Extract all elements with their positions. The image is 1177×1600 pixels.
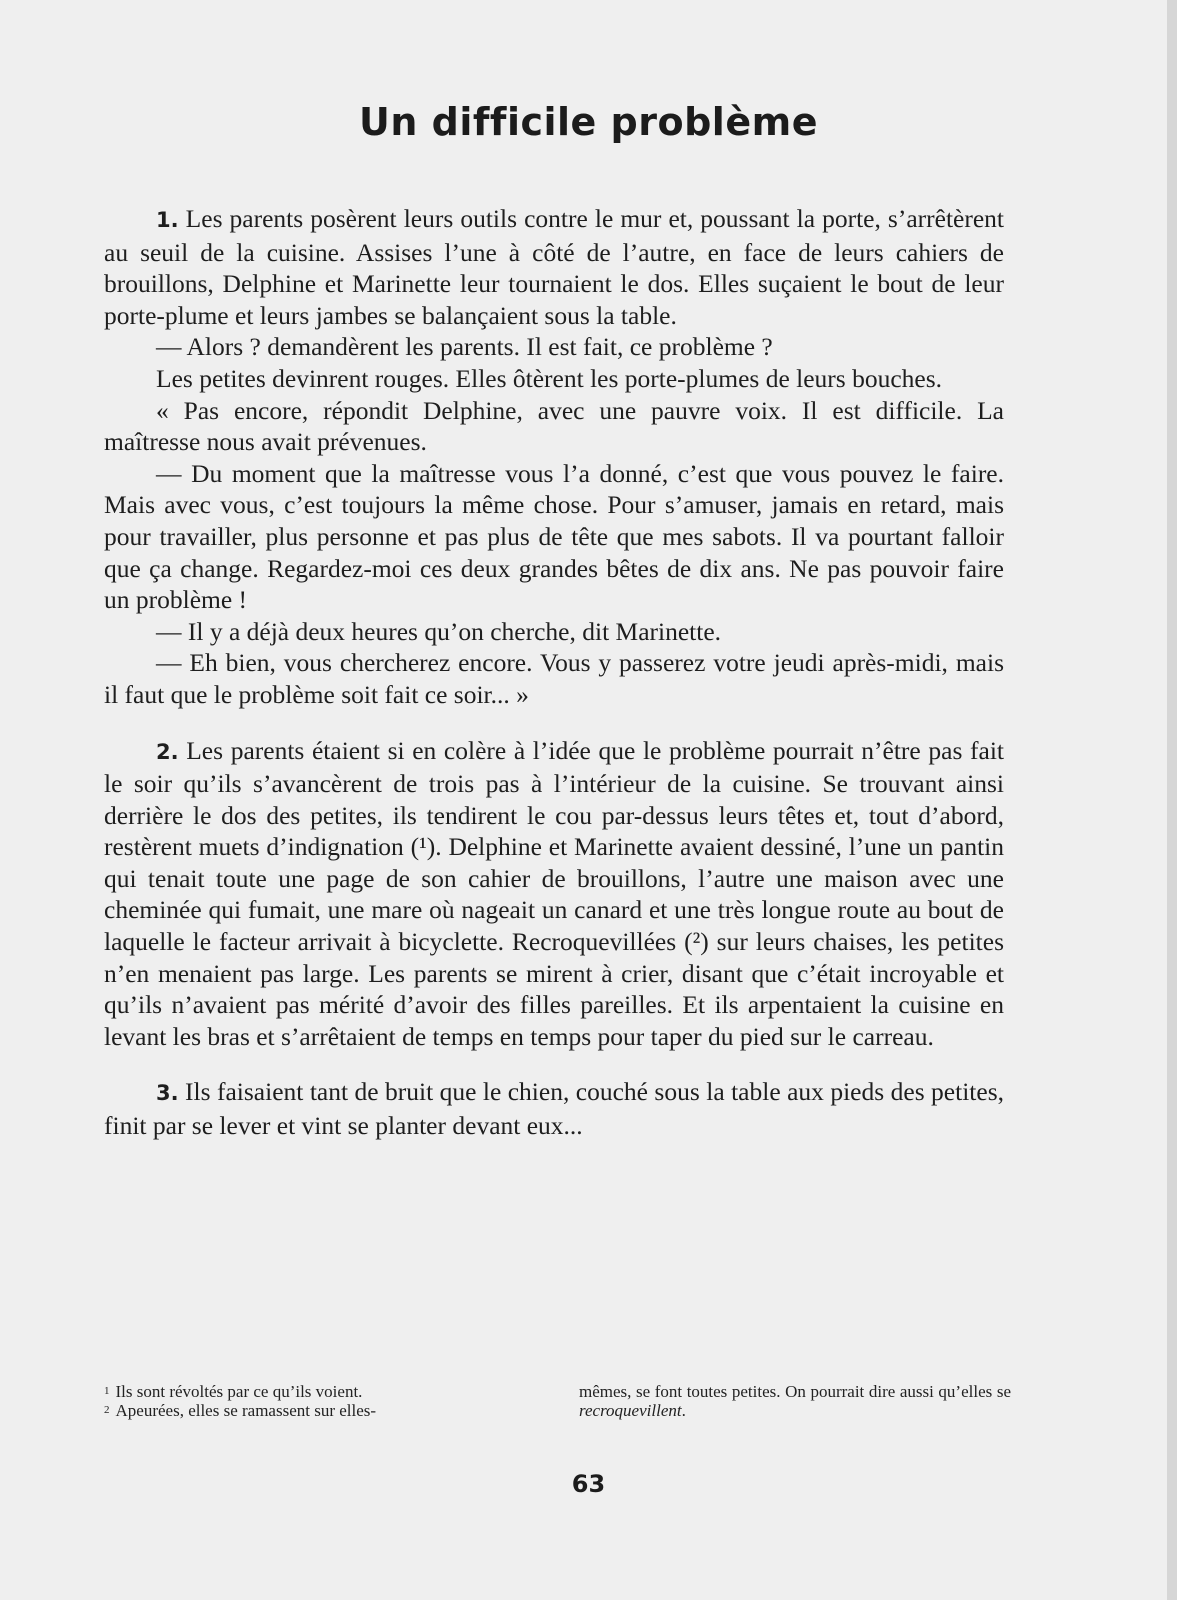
section-number: 3.: [156, 1081, 179, 1106]
footnotes: [104, 1382, 1011, 1420]
footnote-continuation: [579, 1382, 1011, 1420]
section-number: 1.: [156, 208, 179, 232]
body-text: [104, 203, 1004, 1142]
paragraph-text: Ils faisaient tant de bruit que le chien, couché sous la table aux pieds des petites, finit par se lever et vint se planter devant eux...: [104, 1077, 1004, 1141]
footnote: [104, 1401, 536, 1420]
paragraph: [104, 735, 1004, 1053]
paragraph: Les petites devinrent rouges. Elles ôtèrent les porte-plumes de leurs bouches.: [156, 363, 943, 393]
page-number: 63: [571, 1470, 606, 1498]
paragraph: — Il y a déjà deux heures qu’on cherche, dit Marinette.: [156, 616, 722, 646]
paragraph: — Du moment que la maîtresse vous l’a donné, c’est que vous pouvez le faire. Mais avec vous, c’est toujours la même chose. Pour s’amuser, jamais en retard, mais pour travailler, plus personne et pas plus de tête que mes sabots. Il va pourtant falloir que ça change. Regardez-moi ces deux grandes bêtes de dix ans. Ne pas pouvoir faire un problème !: [104, 458, 1004, 615]
footnote-marker: 2: [104, 1404, 110, 1416]
footnote-text: .: [681, 1401, 686, 1420]
footnote-text: Ils sont révoltés par ce qu’ils voient.: [115, 1382, 363, 1401]
paragraph-text: Les parents étaient si en colère à l’idée que le problème pourrait n’être pas fait le soir qu’ils s’avancèrent de trois pas à l’intérieur de la cuisine. Se trouvant ainsi derrière le dos des petites, ils tendirent le cou par-dessus leurs têtes et, tout d’abord, restèrent muets d’indignation (¹). Delphine et Marinette avaient dessiné, l’une un pantin qui tenait toute une page de son cahier de brouillons, l’autre une maison avec une cheminée qui fumait, une mare où nageait un canard et une très longue route au bout de laquelle le facteur arrivait à bicyclette. Recroquevillées (²) sur leurs chaises, les petites n’en menaient pas large. Les parents se mirent à crier, disant que c’était incroyable et qu’ils n’avaient pas mérité d’avoir des filles pareilles. Et ils arpentaient la cuisine en levant les bras et s’arrêtaient de temps en temps pour taper du pied sur le carreau.: [104, 735, 1004, 1051]
footnotes-left-column: [104, 1382, 536, 1420]
footnotes-right-column: [579, 1382, 1011, 1420]
footnote-text: mêmes, se font toutes petites. On pourrait dire aussi qu’elles se: [579, 1382, 1011, 1401]
footnote: [104, 1382, 536, 1401]
paragraph: — Alors ? demandèrent les parents. Il est fait, ce problème ?: [156, 332, 773, 362]
footnote-text: Apeurées, elles se ramassent sur elles-: [115, 1401, 377, 1420]
footnote-marker: 1: [104, 1385, 110, 1397]
paragraph: — Eh bien, vous chercherez encore. Vous y passerez votre jeudi après-midi, mais il faut que le problème soit fait ce soir... »: [104, 648, 1004, 709]
page-title: Un difficile problème: [359, 100, 818, 144]
paragraph: « Pas encore, répondit Delphine, avec une pauvre voix. Il est difficile. La maîtresse nous avait prévenues.: [104, 395, 1004, 457]
paragraph: [104, 1076, 1004, 1141]
section-number: 2.: [156, 739, 179, 764]
footnote-italic-word: recroquevillent: [579, 1401, 682, 1420]
paragraph-text: Les parents posèrent leurs outils contre le mur et, poussant la porte, s’arrêtèrent au seuil de la cuisine. Assises l’une à côté de l’autre, en face de leurs cahiers de brouillons, Delphine et Marinette leur tournaient le dos. Elles suçaient le bout de leur porte-plume et leurs jambes se balançaient sous la table.: [104, 204, 1005, 330]
paragraph: [104, 203, 1004, 331]
